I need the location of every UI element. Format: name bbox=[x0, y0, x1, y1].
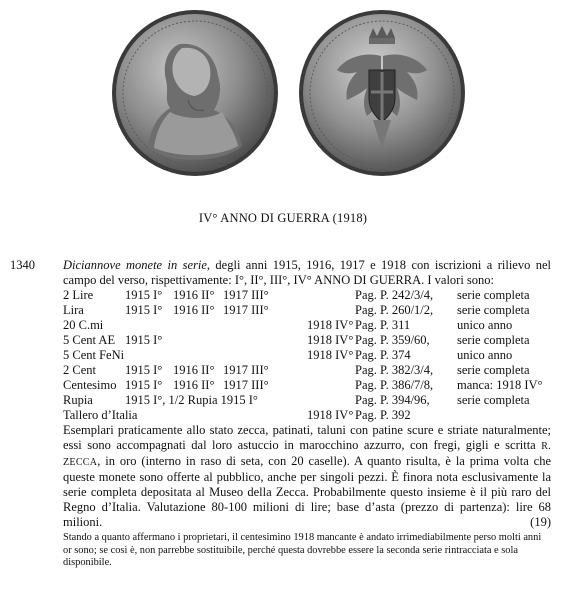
table-row bbox=[63, 288, 551, 303]
lot-title: Diciannove monete in serie bbox=[63, 258, 207, 272]
cell-y2: 1916 II° bbox=[173, 303, 215, 317]
cell-name: 5 Cent FeNi bbox=[63, 348, 125, 362]
lot-intro bbox=[63, 258, 551, 288]
cell-y3: 1917 III° bbox=[223, 303, 269, 317]
cell-y2: 1916 II° bbox=[173, 378, 215, 392]
cell-note: serie completa bbox=[457, 303, 530, 317]
cell-note: serie completa bbox=[457, 333, 530, 347]
cell-name: 5 Cent AE bbox=[63, 333, 116, 347]
reference-number: (19) bbox=[530, 515, 551, 529]
table-row bbox=[63, 393, 551, 408]
coin-reverse-image bbox=[297, 8, 467, 178]
cell-y4: 1918 IV° bbox=[307, 318, 354, 332]
cell-y1: 1915 I° bbox=[125, 303, 163, 317]
lot-number: 1340 bbox=[10, 258, 35, 272]
cell-y1: 1915 I° bbox=[125, 288, 163, 302]
cell-y4: 1918 IV° bbox=[307, 408, 354, 422]
cell-ref: Pag. P. 386/7/8, bbox=[355, 378, 434, 392]
lot-intro-text: , degli anni 1915, 1916, 1917 e 1918 con iscrizioni a rilievo nel campo del verso, rispettivamente: I°, II°, III°, IV° ANNO DI GUERRA. I valori sono: bbox=[63, 258, 552, 287]
cell-name: 20 C.mi bbox=[63, 318, 104, 332]
table-row bbox=[63, 303, 551, 318]
cell-note: serie completa bbox=[457, 288, 530, 302]
lot-body bbox=[63, 258, 551, 570]
cell-y4: 1918 IV° bbox=[307, 333, 354, 347]
cell-ref: Pag. P. 374 bbox=[355, 348, 411, 362]
table-row bbox=[63, 378, 551, 393]
zecca-inscription: R. ZECCA bbox=[63, 441, 551, 468]
cell-y3: 1917 III° bbox=[223, 288, 269, 302]
lot-footnote: Stando a quanto affermano i proprietari, il centesimino 1918 mancante è andato irrimediabilmente perso molti anni or sono; se così è, non parrebbe sostituibile, perché questa dovrebbe essere la seconda serie rintracciata e sola disponibile. bbox=[63, 532, 542, 568]
cell-ref: Pag. P. 359/60, bbox=[355, 333, 430, 347]
cell-name: 2 Cent bbox=[63, 363, 96, 377]
cell-y1: 1915 I° bbox=[125, 333, 163, 347]
cell-note: serie completa bbox=[457, 393, 530, 407]
cell-y1: 1915 I° bbox=[125, 363, 163, 377]
table-row bbox=[63, 318, 551, 333]
cell-ref: Pag. P. 311 bbox=[355, 318, 411, 332]
table-row bbox=[63, 348, 551, 363]
coin-caption: IV° ANNO DI GUERRA (1918) bbox=[198, 211, 368, 225]
cell-y1: 1915 I°, 1/2 Rupia 1915 I° bbox=[125, 393, 258, 407]
table-row bbox=[63, 363, 551, 378]
cell-note: unico anno bbox=[457, 318, 513, 332]
table-row bbox=[63, 333, 551, 348]
cell-ref: Pag. P. 242/3/4, bbox=[355, 288, 434, 302]
cell-y3: 1917 III° bbox=[223, 363, 269, 377]
cell-ref: Pag. P. 260/1/2, bbox=[355, 303, 434, 317]
cell-y3: 1917 III° bbox=[223, 378, 269, 392]
cell-name: Tallero d’Italia bbox=[63, 408, 138, 422]
cell-ref: Pag. P. 392 bbox=[355, 408, 411, 422]
cell-ref: Pag. P. 394/96, bbox=[355, 393, 430, 407]
cell-y1: 1915 I° bbox=[125, 378, 163, 392]
cell-ref: Pag. P. 382/3/4, bbox=[355, 363, 434, 377]
cell-y2: 1916 II° bbox=[173, 363, 215, 377]
cell-note: manca: 1918 IV° bbox=[457, 378, 543, 392]
table-row bbox=[63, 408, 551, 423]
cell-name: Centesimo bbox=[63, 378, 117, 392]
coin-obverse-image bbox=[110, 8, 280, 178]
cell-y4: 1918 IV° bbox=[307, 348, 354, 362]
cell-note: unico anno bbox=[457, 348, 513, 362]
lot-description: Esemplari praticamente allo stato zecca, patinati, taluni con patine scure e striate naturalmente; essi sono accompagnati dal loro astuccio in marocchino azzurro, con fregi, gigli e scritta R. ZECCA, in oro (interno in raso di seta, con 20 caselle). A quanto risulta, è la prima volta che queste monete sono offerte al pubblico, anche per singoli pezzi. È finora nota esclusivamente la serie completa depositata al Museo della Zecca. Probabilmente questo insieme è il più raro del Regno d’Italia. Valutazione 80-100 milioni di lire; base d’asta (prezzo di partenza): lire 68 milioni. (19) bbox=[63, 423, 551, 529]
cell-y2: 1916 II° bbox=[173, 288, 215, 302]
values-table bbox=[63, 288, 551, 423]
cell-name: Lira bbox=[63, 303, 84, 317]
cell-name: Rupia bbox=[63, 393, 93, 407]
cell-name: 2 Lire bbox=[63, 288, 94, 302]
cell-note: serie completa bbox=[457, 363, 530, 377]
